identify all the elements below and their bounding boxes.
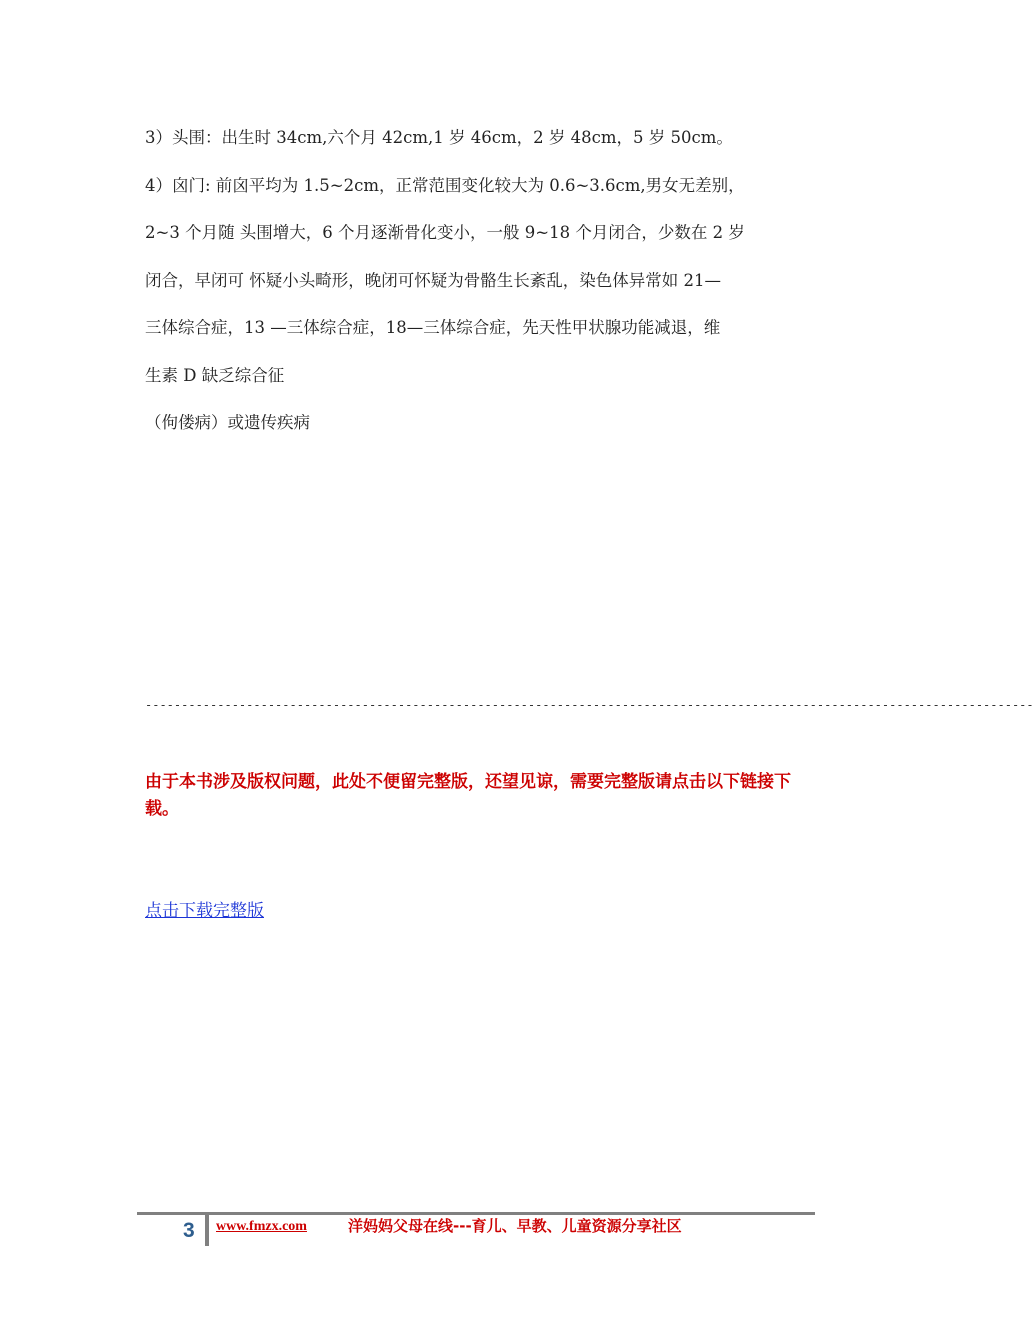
dashed-divider: ---------------------------------------------------------------------------------------------------------------------------: [145, 698, 1034, 712]
paragraph-line: 3）头围：出生时 34cm,六个月 42cm,1 岁 46cm，2 岁 48cm，5 岁 50cm。: [145, 128, 733, 147]
download-full-version-link[interactable]: 点击下载完整版: [145, 901, 264, 921]
copyright-notice: 由于本书涉及版权问题，此处不便留完整版，还望见谅，需要完整版请点击以下链接下载。: [145, 772, 791, 819]
paragraph-line: （佝偻病）或遗传疾病: [145, 413, 310, 432]
footer-rule: [137, 1212, 815, 1215]
paragraph-line: 闭合，早闭可 怀疑小头畸形，晚闭可怀疑为骨骼生长紊乱，染色体异常如 21—: [145, 271, 721, 290]
paragraph-line: 生素 D 缺乏综合征: [145, 366, 285, 385]
footer-separator: [205, 1214, 209, 1246]
footer-site-link[interactable]: www.fmzx.com: [216, 1219, 307, 1234]
page-number: 3: [183, 1219, 195, 1242]
paragraph-line: 2~3 个月随 头围增大，6 个月逐渐骨化变小，一般 9~18 个月闭合，少数在 2 岁: [145, 223, 745, 242]
footer-tagline: 洋妈妈父母在线---育儿、早教、儿童资源分享社区: [348, 1217, 682, 1235]
paragraph-line: 三体综合症，13 —三体综合症，18—三体综合症，先天性甲状腺功能减退，维: [145, 318, 721, 337]
paragraph-line: 4）囟门: 前囟平均为 1.5~2cm，正常范围变化较大为 0.6~3.6cm,男女无差别，: [145, 176, 745, 195]
